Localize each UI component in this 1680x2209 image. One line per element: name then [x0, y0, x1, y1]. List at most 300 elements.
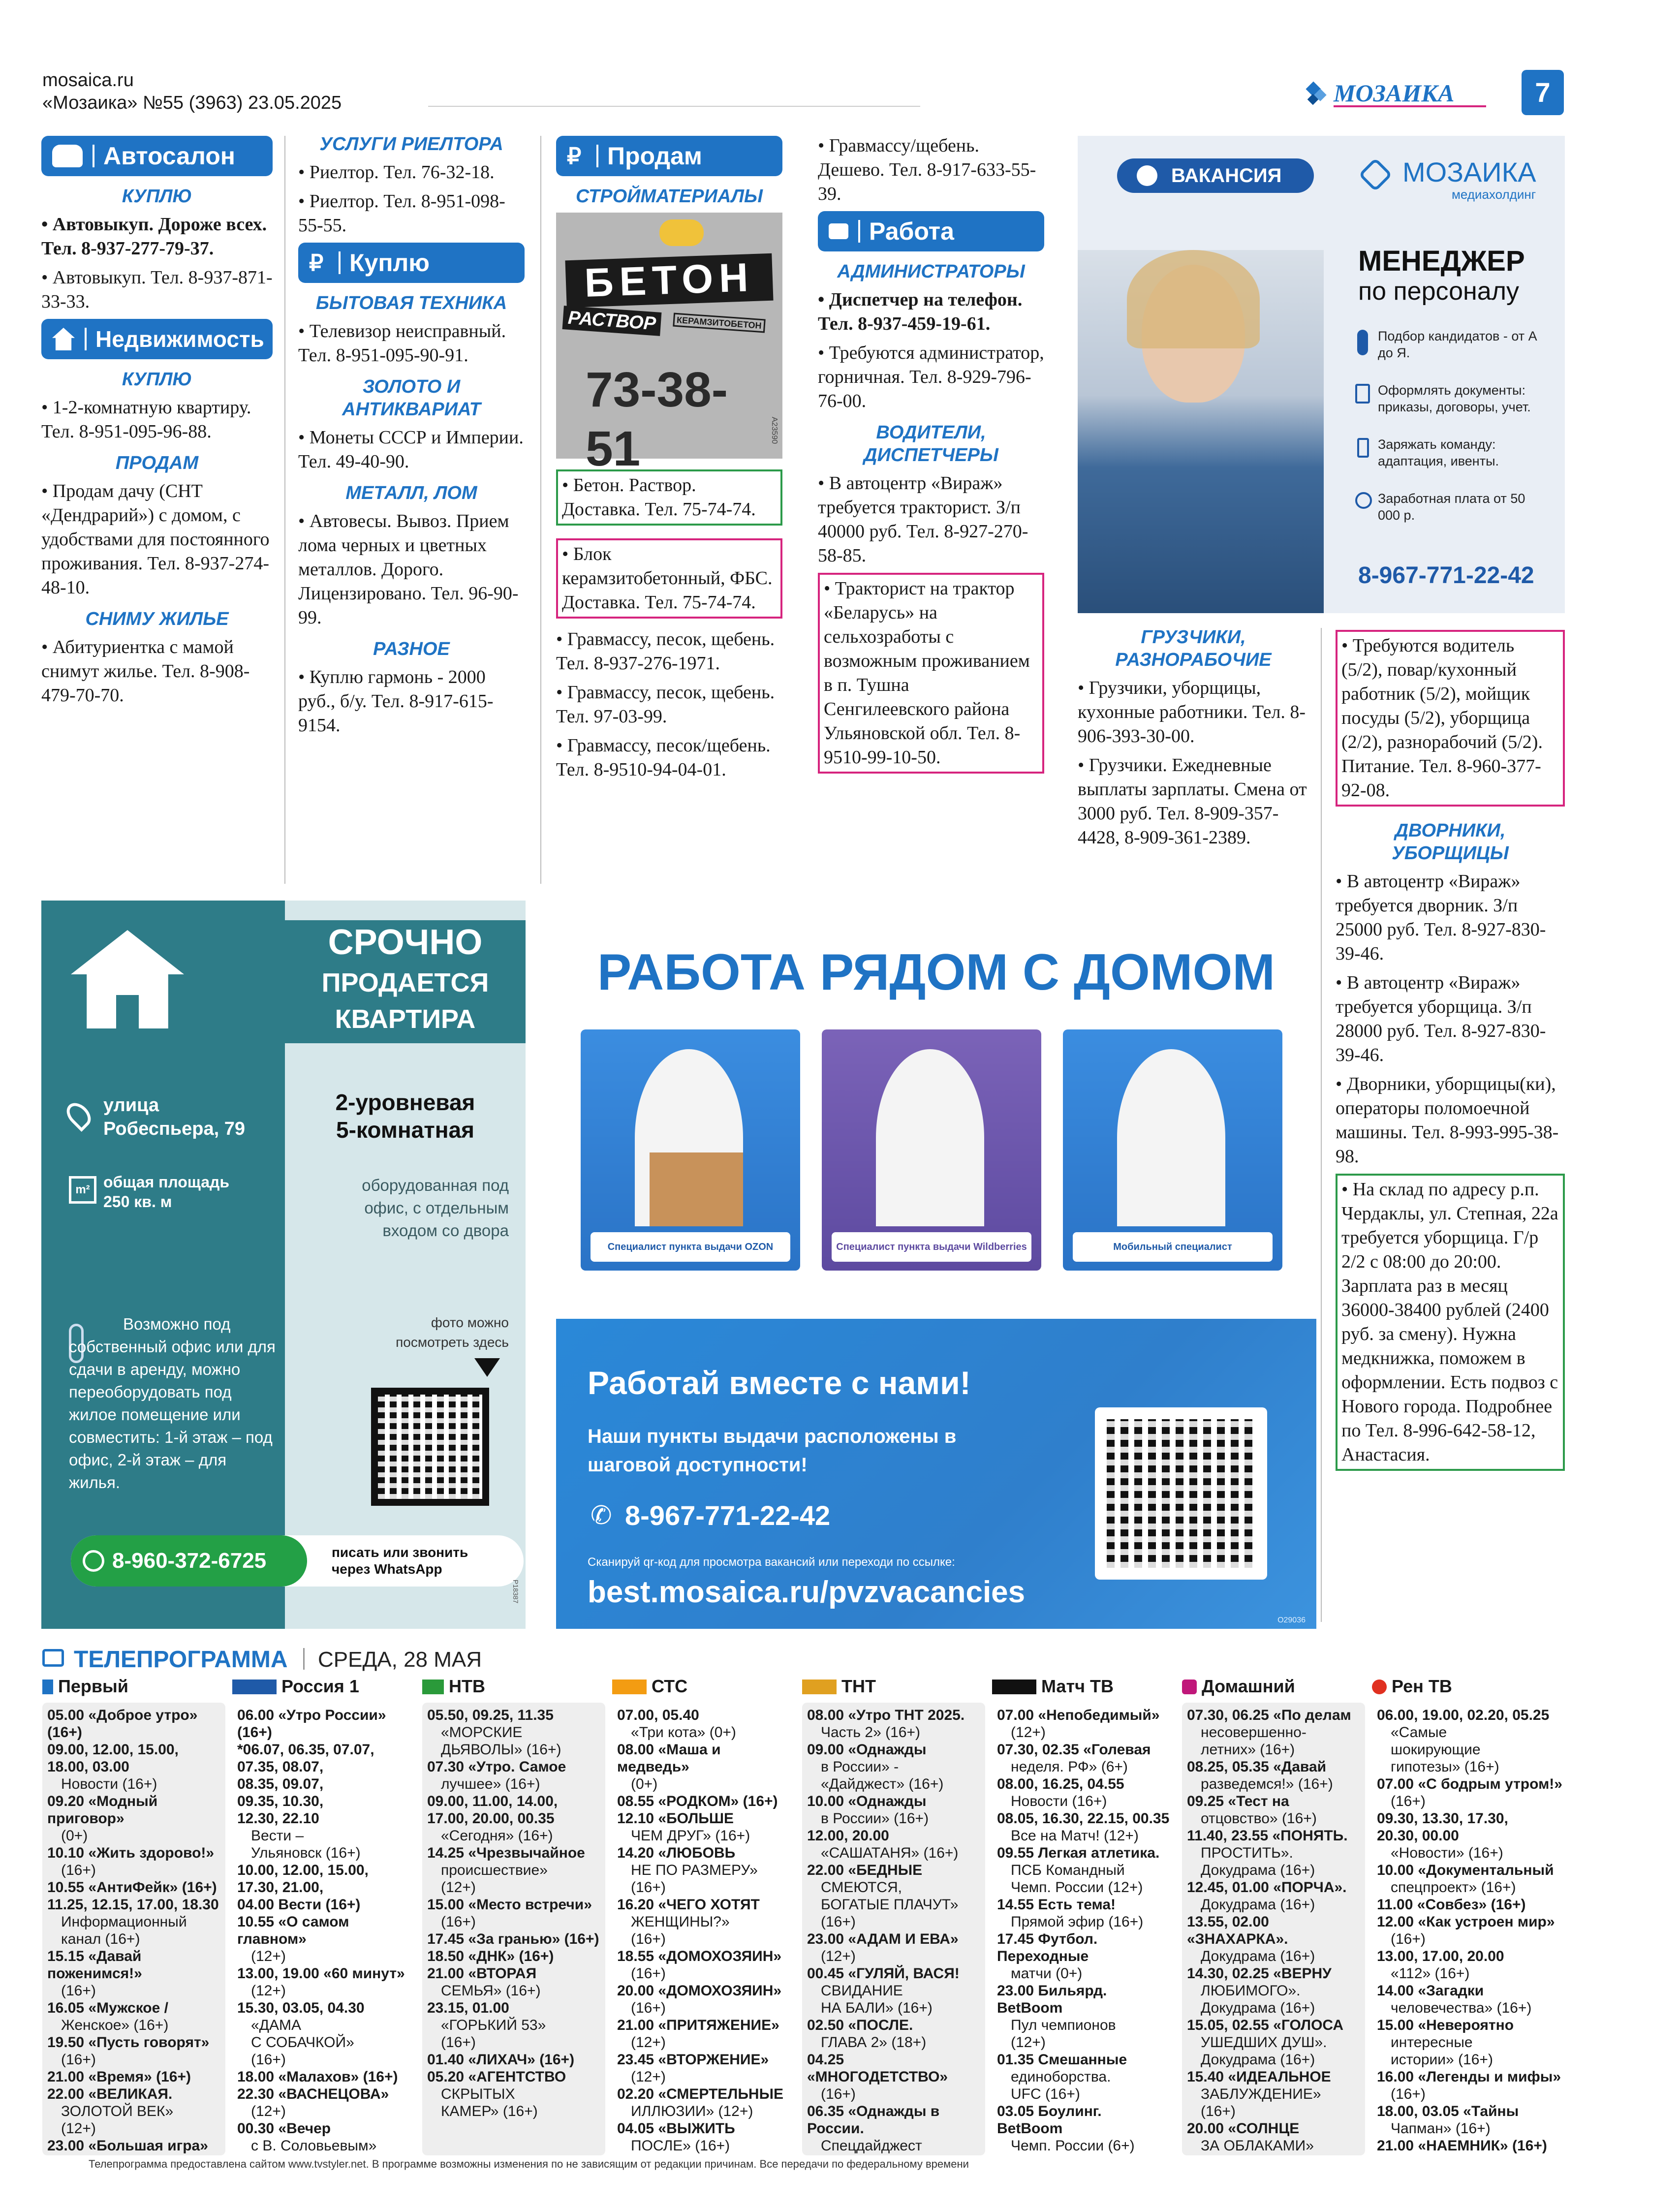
tv-program-line: 22.00 «БЕДНЫЕ — [807, 1862, 923, 1878]
rubric-label: Автосалон — [103, 142, 235, 170]
tv-program-line: 09.30, 13.30, 17.30, — [1377, 1810, 1508, 1827]
tv-program-line: Часть 2» (16+) — [821, 1724, 920, 1741]
area-value: 250 кв. м — [103, 1193, 172, 1211]
tv-program-line: матчи (0+) — [1011, 1965, 1083, 1982]
subrubric: БЫТОВАЯ ТЕХНИКА — [315, 293, 507, 313]
tv-program-line: «112» (16+) — [1391, 1965, 1470, 1982]
rubric-label: Куплю — [349, 249, 430, 277]
car-icon — [52, 145, 83, 167]
tv-program-line: 15.30, 03.05, 04.30 — [237, 2000, 365, 2016]
tv-program-line: УШЕДШИХ ДУШ». — [1201, 2034, 1327, 2051]
tv-program-line: неделя. РФ» (6+) — [1011, 1759, 1128, 1775]
ad-text: • На склад по адресу р.п. Чердаклы, ул. Степная, 22а требуется уборщица. Г/р 2/2 с 08:00 до 20:00. Зарплата раз в месяц 36000-38400 рублей (2400 руб. за смену). Нужна медкнижка, поможем в оформлении. Есть подвоз с Нового города. Подробнее по Тел. 8-996-642-58-12, Анастасия. — [1336, 1174, 1565, 1471]
tv-program-line: (12+) — [251, 1948, 286, 1964]
tv-program-line: 18.00 «Малахов» (16+) — [237, 2069, 398, 2085]
tv-column-match — [992, 1703, 1175, 2155]
work-near-home-ad — [556, 901, 1316, 1629]
tv-column-perviy — [42, 1703, 225, 2155]
tv-program-line: (16+) — [61, 1983, 96, 1999]
flat-qr-code[interactable] — [371, 1388, 489, 1506]
tv-program-line: Докудрама (16+) — [1201, 1897, 1315, 1913]
channel-logo-icon — [802, 1680, 837, 1694]
tv-program-line: Докудрама (16+) — [1201, 1948, 1315, 1964]
work-phone[interactable]: 8-967-771-22-42 — [625, 1500, 831, 1531]
tv-program-line: в России» (16+) — [821, 1810, 929, 1827]
work-text: Наши пункты выдачи расположены в шаговой доступности! — [588, 1426, 957, 1476]
tv-program-line: 07.35, 08.07, — [237, 1759, 324, 1775]
channel-header-russia1: Россия 1 — [232, 1676, 359, 1697]
tv-program-line: 08.00 «Утро ТНТ 2025. — [807, 1707, 965, 1723]
tv-program-line: Чемп. России (6+) — [1011, 2138, 1135, 2154]
tv-program-line: гипотезы» (16+) — [1391, 1759, 1499, 1775]
card-wildberries — [822, 1029, 1041, 1271]
tv-program-line: Докудрама (16+) — [1201, 2000, 1315, 2016]
tv-program-line: 17.30, 21.00, — [237, 1879, 324, 1896]
column-realtor — [298, 133, 525, 743]
tv-program-line: «Три кота» (0+) — [631, 1724, 736, 1741]
tv-program-line: лучшее» (16+) — [441, 1776, 540, 1792]
tv-program-line: 15.05, 02.55 «ГОЛОСА — [1187, 2017, 1344, 2033]
subrubric: ГРУЗЧИКИ, РАЗНОРАБОЧИЕ — [1115, 627, 1272, 670]
page-number: 7 — [1522, 70, 1564, 115]
flat-sale-ad — [41, 901, 526, 1629]
masthead — [42, 69, 342, 114]
tv-program-line: «МОРСКИЕ — [441, 1724, 523, 1741]
tv-program-line: Докудрама (16+) — [1201, 2052, 1315, 2068]
ad-text: • Автовесы. Вывоз. Прием лома черных и цветных металлов. Дорого. Лицензировано. Тел. 96-90-99. — [298, 511, 519, 628]
list-item: Заработная плата от 50 000 р. — [1353, 490, 1550, 544]
tv-program-line: (12+) — [1011, 1724, 1046, 1741]
channel-logo-icon — [1182, 1680, 1197, 1694]
tv-program-line — [997, 2154, 1170, 2155]
work-note: Сканируй qr-код для просмотра вакансий или переходи по ссылке: — [588, 1556, 955, 1569]
column-loaders — [1078, 626, 1309, 855]
column-cleaners — [1336, 630, 1565, 1476]
tv-program-line: 12.30, 22.10 — [237, 1810, 319, 1827]
tv-program-line: СКРЫТЫХ — [441, 2086, 515, 2102]
megaphone-icon — [1137, 165, 1157, 186]
beton-ad — [556, 213, 782, 476]
ad-text: • Абитуриентка с мамой снимут жилье. Тел. 8-908-479-70-70. — [41, 637, 250, 706]
tv-program-line: Новости (16+) — [61, 1776, 157, 1792]
channel-logo-icon — [232, 1680, 277, 1694]
tv-program-line: 22.30 «ВАСНЕЦОВА» — [237, 2086, 389, 2102]
tv-program-line: UFC (16+) — [1011, 2086, 1080, 2102]
tv-program-line: (16+) — [631, 1965, 666, 1982]
card-mobile — [1063, 1029, 1282, 1271]
ad-text: • В автоцентр «Вираж» требуется дворник. З/п 25000 руб. Тел. 8-927-830-39-46. — [1336, 871, 1546, 964]
mixer-truck-icon — [659, 219, 704, 246]
work-url[interactable]: best.mosaica.ru/pvzvacancies — [588, 1575, 1026, 1609]
rubric-label: Продам — [607, 142, 702, 170]
card-ozon — [581, 1029, 800, 1271]
list-item: Подбор кандидатов - от А до Я. — [1353, 328, 1550, 382]
ad-text: • В автоцентр «Вираж» требуется тракторист. З/п 40000 руб. Тел. 8-927-270-58-85. — [818, 473, 1028, 566]
vacancy-title: МЕНЕДЖЕР — [1358, 245, 1525, 277]
subrubric: ЗОЛОТО И АНТИКВАРИАТ — [342, 376, 481, 420]
tv-program-line: (16+) — [1391, 1793, 1426, 1809]
tv-program-line: 18.00, 03.05 «Тайны — [1377, 2103, 1519, 2119]
tv-program-line: 17.45 «За гранью» (16+) — [427, 1931, 599, 1947]
ad-text: • Автовыкуп. Тел. 8-937-871-33-33. — [41, 267, 273, 312]
tv-column-ren — [1372, 1703, 1568, 2155]
rubric-label: Недвижимость — [95, 326, 264, 352]
ad-text: • Требуются водитель (5/2), повар/кухонный работник (5/2), мойщик посуды (5/2), уборщица (2/2), разнорабочий (5/2). Питание. Тел. 8-960-377-92-08. — [1336, 630, 1565, 807]
tv-program-line: 10.00, 12.00, 15.00, — [237, 1862, 369, 1878]
briefcase-icon — [829, 223, 848, 239]
tv-program-line: (16+) — [251, 2052, 286, 2068]
tv-program-line: Вести – — [251, 1828, 304, 1844]
tv-program-line: «САШАТАНЯ» (16+) — [821, 1845, 959, 1861]
tv-program-line: 17.45 Футбол. Переходные — [997, 1931, 1098, 1964]
area-icon: m² — [69, 1176, 96, 1204]
beton-title: БЕТОН — [565, 253, 773, 308]
tv-program-line: СЕМЬЯ» (16+) — [441, 1983, 541, 1999]
column-work — [818, 134, 1044, 778]
tv-program-line: Чапман» (16+) — [1391, 2120, 1491, 2137]
tv-program-line: 06.00 «Утро России» (16+) — [237, 1707, 386, 1741]
tv-program-line: человечества» (16+) — [1391, 2000, 1532, 2016]
tv-program-line: 00.45 «ГУЛЯЙ, ВАСЯ! — [807, 1965, 960, 1982]
brand-name: МОЗАИКА — [1402, 156, 1536, 187]
work-qr-code[interactable] — [1095, 1407, 1267, 1580]
tv-program-line: 09.25 «Тест на — [1187, 1793, 1289, 1809]
channel-header-ntv: НТВ — [422, 1676, 485, 1697]
work-title: РАБОТА РЯДОМ С ДОМОМ — [597, 944, 1276, 1001]
flat-type-1: 2-уровневая — [335, 1089, 475, 1115]
flat-type-2: 5-комнатная — [336, 1117, 474, 1143]
tv-column-sts — [612, 1703, 795, 2155]
mosaica-mark-icon — [1358, 157, 1392, 191]
tv-program-line: 04.00 Вести (16+) — [237, 1897, 361, 1913]
vacancy-subtitle: по персоналу — [1358, 277, 1520, 306]
list-item: Заряжать команду: адаптация, ивенты. — [1353, 436, 1550, 490]
tv-program-line: 21.00 «ПРИТЯЖЕНИЕ» — [617, 2017, 779, 2033]
tv-program-line: 23.45 «ВТОРЖЕНИЕ» — [617, 2052, 769, 2068]
flat-text: Возможно под собственный офис или для сдачи в аренду, можно переоборудовать под жилое помещение или совместить: 1-й этаж – под офис, 2-й этаж – для жилья. — [69, 1315, 276, 1492]
channel-header-domashniy: Домашний — [1182, 1676, 1295, 1697]
tv-program-line: ЗАБЛУЖДЕНИЕ» — [1201, 2086, 1321, 2102]
ad-text: • Требуются администратор, горничная. Тел. 8-929-796-76-00. — [818, 342, 1044, 411]
phone-icon: ✆ — [591, 1501, 612, 1530]
tv-program-line: СВИДАНИЕ — [821, 1983, 903, 1999]
brand-sub: медиахолдинг — [1452, 187, 1536, 202]
tv-program-line: ЗОЛОТОЙ ВЕК» — [61, 2103, 174, 2119]
tv-program-line: 23.00 «АДАМ И ЕВА» — [807, 1931, 959, 1947]
channel-header-match: Матч ТВ — [992, 1676, 1114, 1697]
tv-program-line: ПОСЛЕ» (16+) — [631, 2138, 730, 2154]
tv-program-line: 11.40, 23.55 «ПОНЯТЬ. — [1187, 1828, 1348, 1844]
rubric-label: Работа — [869, 218, 954, 245]
flat-title-3: КВАРТИРА — [335, 1004, 476, 1034]
ad-text: • Гравмассу, песок, щебень. Тел. 8-937-276-1971. — [556, 629, 775, 674]
tv-program-line: 08.55 «РОДКОМ» (16+) — [617, 1793, 778, 1809]
tv-program-line: (16+) — [61, 2052, 96, 2068]
tv-program-line: 18.55 «ДОМОХОЗЯИН» — [617, 1948, 782, 1964]
house-icon — [71, 930, 184, 1028]
tv-program-line: 16.00 «Легенды и мифы» — [1377, 2069, 1561, 2085]
tv-program-line: 20.00 «СОЛНЦЕ — [1187, 2120, 1300, 2137]
tv-program-line: 05.00 «Доброе утро» (16+) — [47, 1707, 198, 1741]
vacancy-list — [1353, 328, 1550, 544]
tv-program-line: Чемп. России (12+) — [1011, 1879, 1143, 1896]
tv-program-line: летних» (16+) — [1201, 1742, 1295, 1758]
list-item: Оформлять документы: приказы, договоры, учет. — [1353, 382, 1550, 436]
tv-program-line: (12+) — [441, 1879, 476, 1896]
subrubric: КУПЛЮ — [122, 186, 192, 207]
tv-program-line: 19.50 «Пусть говорят» — [47, 2034, 210, 2051]
site-url[interactable]: mosaica.ru — [42, 70, 134, 91]
tv-program-line: ЛЮБИМОГО». — [1201, 1983, 1301, 1999]
mosaica-logo — [1304, 74, 1491, 113]
tv-program-line: (12+) — [251, 1983, 286, 1999]
tv-program-line: 07.30 «Утро. Самое — [427, 1759, 566, 1775]
tv-program-line: 13.55, 02.00 «ЗНАХАРКА». — [1187, 1914, 1288, 1947]
area-label: общая площадь — [103, 1173, 230, 1191]
channel-logo-icon — [992, 1680, 1036, 1694]
tv-program-line: (16+) — [631, 2000, 666, 2016]
tv-program-line: 03.05 Боулинг. BetBoom — [997, 2103, 1102, 2137]
tv-program-line: (12+) — [251, 2103, 286, 2119]
vacancy-phone[interactable]: 8-967-771-22-42 — [1358, 562, 1534, 589]
tv-column-tnt — [802, 1703, 985, 2155]
whatsapp-note: писать или звонить через WhatsApp — [332, 1545, 468, 1577]
tv-program-line: 10.55 «АнтиФейк» (16+) — [47, 1879, 217, 1896]
tv-program-line: Пул чемпионов — [1011, 2017, 1116, 2033]
tv-program-line: (12+) — [631, 2034, 666, 2051]
tv-program-line: «ГОРЬКИЙ 53» — [441, 2017, 546, 2033]
tv-program-line: 14.20 «ЛЮБОВЬ — [617, 1845, 736, 1861]
subrubric: АДМИНИСТРАТОРЫ — [837, 261, 1025, 282]
tv-program-line: 01.40 «ЛИХАЧ» (16+) — [427, 2052, 575, 2068]
tv-program-line: несовершенно- — [1201, 1724, 1307, 1741]
whatsapp-pill[interactable] — [71, 1535, 524, 1587]
money-hand-icon — [1355, 492, 1372, 509]
flat-desc: оборудованная под офис, с отдельным входом со двора — [362, 1176, 509, 1240]
column-autosalon — [41, 136, 273, 713]
tv-column-russia1 — [232, 1703, 415, 2155]
ad-code: А23590 — [770, 416, 778, 444]
tv-program-line: 06.35 «Однажды в России. — [807, 2103, 940, 2137]
flat-title-2: ПРОДАЕТСЯ — [321, 968, 489, 997]
header-rule — [428, 106, 920, 107]
channel-header-tnt: ТНТ — [802, 1676, 876, 1697]
tv-program-line: 13.00, 17.00, 20.00 — [1377, 1948, 1504, 1964]
card-label: Специалист пункта выдачи Wildberries — [832, 1232, 1031, 1262]
column-divider — [1321, 628, 1322, 1622]
ad-text: • Блок керамзитобетонный, ФБС. Доставка. Тел. 75-74-74. — [556, 538, 782, 619]
channel-header-sts: СТС — [612, 1676, 687, 1697]
tv-program-line: Спецдайджест — [821, 2138, 922, 2154]
tv-program-line: 23.15, 01.00 — [427, 2000, 509, 2016]
tv-program-line: 02.50 «ПОСЛЕ. — [807, 2017, 913, 2033]
tv-program-line: Докудрама (16+) — [1201, 1862, 1315, 1878]
channel-header-ren: Рен ТВ — [1372, 1676, 1452, 1697]
ad-text: • Куплю гармонь - 2000 руб., б/у. Тел. 8-917-615-9154. — [298, 667, 494, 736]
subrubric: ВОДИТЕЛИ, ДИСПЕТЧЕРЫ — [864, 422, 998, 466]
tv-program-line: 13.00, 19.00 «60 минут» — [237, 1965, 405, 1982]
rubric-autosalon — [41, 136, 273, 176]
tv-program-line: (12+) — [631, 2069, 666, 2085]
ad-text: • Монеты СССР и Империи. Тел. 49-40-90. — [298, 427, 524, 472]
tv-program-line: ИЛЛЮЗИИ» (12+) — [631, 2103, 753, 2119]
tv-footer: Телепрограмма предоставлена сайтом www.tvstyler.net. В программе возможны изменения по не зависящим от редакции причинам. Все передачи по федеральному времени — [89, 2158, 969, 2170]
work-bottom-panel — [556, 1319, 1316, 1629]
channel-header-perviy: Первый — [42, 1676, 128, 1697]
subrubric: УСЛУГИ РИЕЛТОРА — [319, 134, 503, 155]
tv-program-line: 12.00 «Как устроен мир» — [1377, 1914, 1555, 1930]
ruble-up-icon: ₽ — [567, 143, 582, 169]
channel-logo-icon — [612, 1680, 647, 1694]
tv-program-line: (12+) — [61, 2120, 96, 2137]
tv-program-line: 07.00 «С бодрым утром!» — [1377, 1776, 1562, 1792]
tv-program-line: 11.00 «Совбез» (16+) — [1377, 1897, 1526, 1913]
ad-code: О29036 — [1277, 1616, 1306, 1624]
tv-program-line: 07.30, 06.25 «По делам — [1187, 1707, 1351, 1723]
tv-program-line: Информационный — [61, 1914, 187, 1930]
rubric-realty — [41, 319, 273, 359]
tv-column-ntv — [422, 1703, 605, 2155]
tv-program-line: спецпроект» (16+) — [1391, 1879, 1516, 1896]
tv-program-line: (0+) — [61, 1828, 88, 1844]
tv-program-line: 09.00, 11.00, 14.00, — [427, 1793, 558, 1809]
tv-program-line: Все на Матч! (12+) — [1011, 1828, 1139, 1844]
arrow-down-icon — [474, 1358, 500, 1377]
ad-code: Р18387 — [512, 1580, 520, 1604]
tv-program-line: 11.25, 12.15, 17.00, 18.30 — [47, 1897, 219, 1913]
tv-program-line: ГЛАВА 2» (18+) — [821, 2034, 927, 2051]
tv-program-line: 05.50, 09.25, 11.35 — [427, 1707, 554, 1723]
tv-program-line: Ульяновск (16+) — [251, 1845, 361, 1861]
flat-title-1: СРОЧНО — [285, 920, 526, 964]
tv-program-line: Новости (16+) — [1011, 1793, 1107, 1809]
tv-program-line: отцовство» (16+) — [1201, 1810, 1317, 1827]
tv-program-line: 10.00 «Однажды — [807, 1793, 927, 1809]
tv-program-line: 17.00, 20.00, 00.35 — [427, 1810, 555, 1827]
ad-text: • Риелтор. Тел. 76-32-18. — [298, 162, 495, 183]
tv-day: СРЕДА, 28 МАЯ — [318, 1648, 482, 1672]
tv-program-line: 09.20 «Модный приговор» — [47, 1793, 158, 1827]
tv-program-line: 08.25, 05.35 «Давай — [1187, 1759, 1327, 1775]
tv-program-line: (16+) — [821, 2086, 856, 2102]
vacancy-badge: ВАКАНСИЯ — [1117, 158, 1314, 193]
tv-program-line: (16+) — [441, 1914, 476, 1930]
tv-program-line: ЧЕМ ДРУГ» (16+) — [631, 1828, 750, 1844]
tv-program-line: 20.30, 00.00 — [1377, 1828, 1459, 1844]
tv-program-line: 10.10 «Жить здорово!» — [47, 1845, 215, 1861]
tv-program-line: 14.55 Есть тема! — [997, 1897, 1116, 1913]
channel-logo-icon — [1372, 1680, 1387, 1694]
tv-program-line: 14.00 «Загадки — [1377, 1983, 1484, 1999]
ad-text: • Дворники, уборщицы(ки), операторы поломоечной машины. Тел. 8-993-995-38-98. — [1336, 1074, 1559, 1167]
battery-icon — [1357, 438, 1369, 458]
ad-text: • Продам дачу (СНТ «Дендрарий») с домом, с удобствами для постоянного проживания. Тел. 8-937-274-48-10. — [41, 481, 270, 598]
woman-photo — [1078, 250, 1324, 613]
tv-program-line: 05.20 «АГЕНТСТВО — [427, 2069, 566, 2085]
ad-text: • 1-2-комнатную квартиру. Тел. 8-951-095-96-88. — [41, 397, 251, 442]
tv-program-line: 14.25 «Чрезвычайное — [427, 1845, 585, 1861]
tv-program-line: 06.00, 19.00, 02.20, 05.25 — [1377, 1707, 1550, 1723]
tv-program-line: 08.35, 09.07, — [237, 1776, 324, 1792]
tv-program-line: разведемся!» (16+) — [1201, 1776, 1333, 1792]
tv-program-line: 08.00, 16.25, 04.55 — [997, 1776, 1124, 1792]
tv-program-line: 09.00, 12.00, 15.00, — [47, 1742, 179, 1758]
tv-program-line: 18.00, 03.00 — [47, 1759, 129, 1775]
tv-program-line: «ДАМА — [251, 2017, 302, 2033]
card-label: Мобильный специалист — [1073, 1232, 1273, 1262]
tv-program-line: 18.50 «ДНК» (16+) — [427, 1948, 554, 1964]
subrubric: ПРОДАМ — [115, 453, 199, 473]
tv-program-line: 15.40 «ИДЕАЛЬНОЕ — [1187, 2069, 1331, 2085]
tv-program-line: с В. Соловьевым» — [251, 2138, 377, 2154]
tv-program-line: 09.35, 10.30, — [237, 1793, 324, 1809]
tv-program-line: 12.45, 01.00 «ПОРЧА». — [1187, 1879, 1347, 1896]
tv-program-line: НЕ ПО РАЗМЕРУ» — [631, 1862, 758, 1878]
issue-info: «Мозаика» №55 (3963) 23.05.2025 — [42, 93, 342, 113]
ad-text: • Бетон. Раствор. Доставка. Тел. 75-74-74. — [556, 469, 782, 526]
tv-program-line: 07.00, 05.40 — [617, 1707, 699, 1723]
tv-program-line: канал (16+) — [61, 1931, 140, 1947]
tv-program-line: Женское» (16+) — [61, 2017, 169, 2033]
tv-program-line: *06.07, 06.35, 07.07, — [237, 1742, 374, 1758]
tv-program-line: (12+) — [821, 1948, 856, 1964]
tv-program-line: 21.00 «НАЕМНИК» (16+) — [1377, 2138, 1547, 2154]
tv-program-line: 21.00 «Время» (16+) — [47, 2069, 191, 2085]
tv-program-line: 20.00 «ДОМОХОЗЯИН» — [617, 1983, 782, 1999]
tv-program-line: 23.00 «Большая игра» — [47, 2138, 208, 2154]
photo-note: фото можно посмотреть здесь — [396, 1315, 509, 1350]
ad-text: • Риелтор. Тел. 8-951-098-55-55. — [298, 191, 505, 236]
ad-text: • Автовыкуп. Дороже всех. Тел. 8-937-277-79-37. — [41, 214, 267, 259]
tv-program-line: происшествие» — [441, 1862, 548, 1878]
subrubric: РАЗНОЕ — [373, 639, 450, 659]
tv-program-line: (0+) — [631, 1776, 658, 1792]
tv-program-line: 12.10 «БОЛЬШЕ — [617, 1810, 734, 1827]
tv-header — [42, 1646, 1568, 1674]
tv-program-line: единоборства. — [1011, 2069, 1111, 2085]
ad-text: • Гравмассу/щебень. Дешево. Тел. 8-917-633-55-39. — [818, 135, 1036, 204]
tv-program-line: 00.30 «Вечер — [237, 2120, 331, 2137]
tv-program-line: 09.55 Легкая атлетика. — [997, 1845, 1160, 1861]
tv-program-line: «Дайджест» (16+) — [821, 1776, 944, 1792]
beton-phone[interactable]: 73-38-51 — [586, 362, 728, 476]
location-icon — [62, 1098, 95, 1132]
work-headline: Работай вместе с нами! — [588, 1365, 971, 1401]
column-divider — [540, 136, 541, 884]
tv-program-line — [47, 2154, 220, 2155]
tv-program-line: (16+) — [61, 1862, 96, 1878]
logo-text: МОЗАИКА — [1334, 79, 1455, 107]
tv-program-line: (16+) — [631, 1879, 666, 1896]
tv-program-line: СМЕЮТСЯ, — [821, 1879, 902, 1896]
subrubric: КУПЛЮ — [122, 369, 192, 390]
flat-phone[interactable]: 8-960-372-6725 — [112, 1549, 267, 1573]
tv-program-line: 07.30, 02.35 «Голевая — [997, 1742, 1151, 1758]
tv-program-line: ПРОСТИТЬ». — [1201, 1845, 1293, 1861]
tv-program-line — [807, 2154, 980, 2155]
tv-program-line: ПСБ Командный — [1011, 1862, 1125, 1878]
tv-program-line: (16+) — [1391, 1931, 1426, 1947]
card-label: Специалист пункта выдачи OZON — [591, 1232, 790, 1262]
flat-street: улица Робеспьера, 79 — [103, 1095, 246, 1139]
tv-program-line: 15.15 «Давай поженимся!» — [47, 1948, 142, 1982]
tv-program-line: ЗА ОБЛАКАМИ» — [1201, 2138, 1314, 2154]
ad-text: • Гравмассу, песок/щебень. Тел. 8-9510-94-04-01. — [556, 735, 771, 780]
tv-program-line: (12+) — [1011, 2034, 1046, 2051]
tv-program-line — [237, 2154, 410, 2155]
tv-program-line: истории» (16+) — [1391, 2052, 1493, 2068]
tv-column-domashniy — [1182, 1703, 1365, 2155]
